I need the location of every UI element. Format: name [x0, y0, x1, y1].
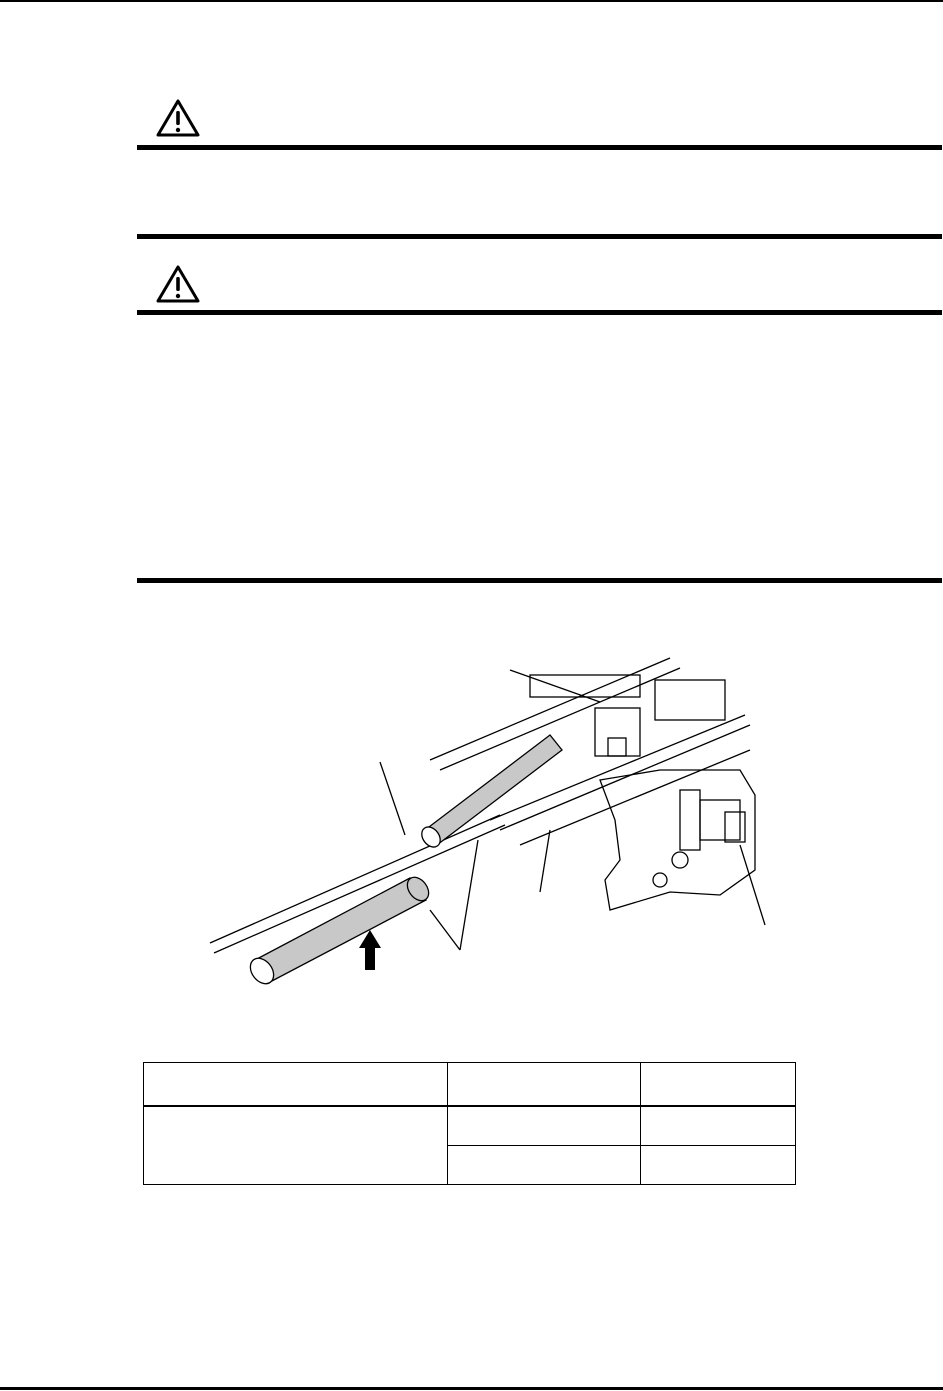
warning-triangle-icon [155, 98, 201, 138]
table-header-cell [641, 1063, 796, 1107]
parts-table [143, 1062, 796, 1185]
table-cell [641, 1106, 796, 1146]
table-header-cell [448, 1063, 641, 1107]
header-rule [0, 0, 943, 2]
table-cell [144, 1106, 448, 1185]
table-row [144, 1106, 796, 1146]
rod-and-sleeve-assembly-illustration [200, 630, 800, 1030]
table-header-row [144, 1063, 796, 1107]
table-cell [448, 1146, 641, 1185]
caution-rule-top [137, 310, 942, 315]
table-header-cell [144, 1063, 448, 1107]
table-cell [641, 1146, 796, 1185]
warning-rule-top [137, 145, 942, 150]
warning-rule-bottom [137, 234, 942, 239]
warning-triangle-icon [155, 264, 201, 304]
table-cell [448, 1106, 641, 1146]
caution-rule-bottom [137, 578, 942, 583]
footer-rule [0, 1387, 943, 1390]
